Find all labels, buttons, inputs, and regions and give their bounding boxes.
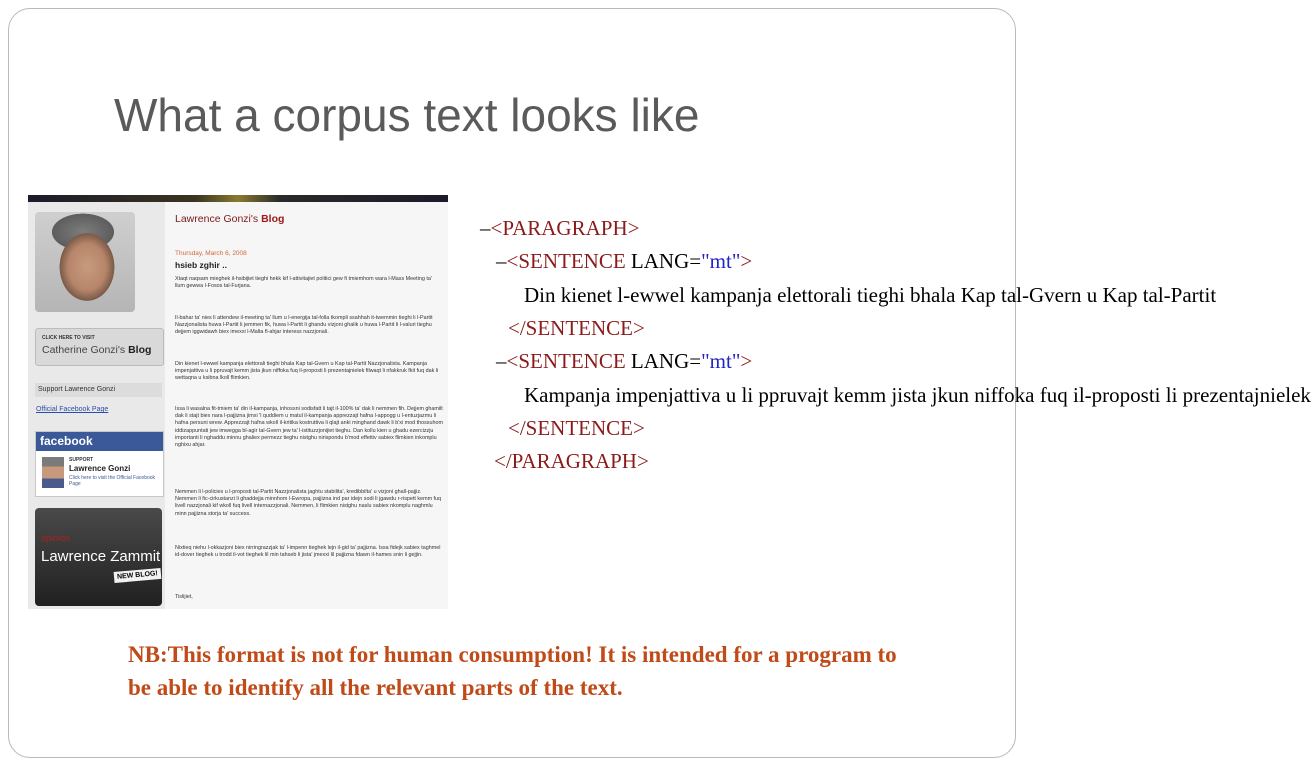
sentence-tag-end: > (740, 249, 753, 273)
fb-support-label: SUPPORT (69, 457, 94, 463)
sentence-close-tag: </SENTENCE> (508, 416, 645, 440)
post-paragraph-4: Issa li wasalna fit-tmiem ta' din il-kampanja, inhossni sodisfatt li tajt il-100% ta' dak li nemmen fih. Dejjem ghamilt dak li stajt biex nara l-pajjizna jimxi 'l quddiem u matul il-kampanja apprezzajt hafna l-appogg u l-entuzjazmu li hafna persuni wrew. Apprezzajt hafna wkoll il-kritika kostruttiva li qlajt anki minghand dawk li b'xi mod thossuhom iddizappuntati jew imwegga bl-agir tal-Gvern jew ta' l-istituzzjonijiet tieghu. Dan kollu kien u ghadu ezercizzju importanti li nghaddu minnu ghaliex permezz tieghu nistghu nirispondu b'mod effettiv sabiex flimkien inkomplu nghixu ahjar. (175, 406, 443, 449)
xml-line-paragraph-close (494, 449, 649, 474)
facebook-logo: facebook (36, 432, 163, 451)
blog-post (165, 202, 448, 609)
sentence-open-tag: <SENTENCE (506, 249, 626, 273)
blog-sidebar (28, 202, 165, 609)
slide-title: What a corpus text looks like (114, 89, 700, 141)
paragraph-open-tag: <PARAGRAPH> (490, 216, 640, 240)
fb-click-text: Click here to visit the Official Facebook Page (69, 475, 156, 487)
facebook-widget[interactable] (35, 431, 164, 497)
sentence-close-tag: </SENTENCE> (508, 316, 645, 340)
xml-line-sentence1-close (508, 316, 645, 341)
visit-catherine-blog-button[interactable] (35, 328, 164, 366)
opinion-name: Lawrence Zammit (41, 548, 161, 565)
fb-name: Lawrence Gonzi (69, 464, 131, 473)
post-paragraph-5: Nemmen li l-policies u l-proposti tal-Partit Nazzjonalista jaghtu stabilita', kredibbilta' u vizjoni ghall-pajjiz. Nemmen li fic-cirkustanzi li ghaddejja minnhom l-Ewropa, pajjizna ind par idejn sodi li jgawdu r-rispett kemm fuq livell nazzjonali kif wkoll fuq livell internazzjonali. Nemmen, li flimkien nistghu naslu sabiex nkomplu naghmlu minn pajjizna storja ta' success. (175, 489, 442, 517)
xml-line-sentence1-open (496, 249, 752, 274)
author-photo (35, 212, 135, 312)
support-heading: Support Lawrence Gonzi (35, 383, 162, 397)
opinion-label: opinion (41, 533, 71, 543)
sentence-attr: LANG= (630, 349, 702, 373)
facebook-avatar (42, 457, 64, 488)
visit-blog-name (42, 344, 151, 356)
post-paragraph-1: Xtaqt naqsam mieghek il-hsibijiet tieghi hekk kif l-attivitajiet politici gew fi tmiemhom wara l-Mass Meeting ta' llum gewwa l-Fosos tal-Furjana. (175, 276, 432, 290)
nb-note: NB:This format is not for human consumption! It is intended for a program to be able to identify all the relevant parts of the text. (128, 642, 897, 700)
sentence-attr: LANG= (630, 249, 702, 273)
xml-line-paragraph-open (480, 216, 639, 241)
post-paragraph-2: Il-bahar ta' nies li attendew il-meeting ta' llum u l-energija tal-folla tkompli ssahhah it-twemmin tieghi li l-Partit Nazzjonalista huwa l-Partit li jemmen fik, huwa l-Partit li ghandu vizjoni ghalik u huwa l-Partit li l-valuri tieghu dejjem iggwidawh biex imexxi l-Malta fl-ahjar interess nazzjonali. (175, 315, 433, 336)
new-blog-badge: NEW BLOG! (114, 568, 162, 583)
sentence-open-tag: <SENTENCE (506, 349, 626, 373)
xml-view (480, 212, 1311, 482)
blog-screenshot (28, 195, 448, 609)
post-paragraph-6: Nixtieq niehu l-okkazjoni biex nirringrazzjak ta' l-impenn tieghek lejn il-gid ta' pajjizna. Issa fidejk sabiex taghmel id-dover tieghek u trodd il-vot tieghek lil min tahseb li jista' jmexxi lil pajjizna fdawn il-hames snin li gejjin. (175, 545, 441, 559)
collapse-toggle[interactable]: – (480, 216, 491, 240)
sentence2-content: Kampanja impenjattiva u li ppruvajt kemm jista jkun niffoka fuq il-proposti li prezentajnielek (524, 383, 1311, 407)
post-subject: hsieb zghir .. (175, 260, 227, 270)
visit-small-label: CLICK HERE TO VISIT (42, 335, 95, 341)
blog-title-prefix: Lawrence Gonzi's (175, 213, 259, 225)
sentence-attr-value: "mt" (701, 249, 741, 273)
visit-name-prefix: Catherine Gonzi's (42, 344, 126, 356)
xml-line-sentence2-open (496, 349, 752, 374)
blog-title[interactable] (175, 213, 284, 225)
collapse-toggle[interactable]: – (496, 249, 507, 273)
post-paragraph-3: Din kienet l-ewwel kampanja elettorali tieghi bhala Kap tal-Gvern u Kap tal-Partit Nazzjonalista. Kampanja impenjattiva u li ppruvajt kemm jista jkun niffoka fuq il-proposti li prezentajnielek filwaqt li nfakkruk fkit fuq dak li wettaqna u ksibna lkoll flimkien. (175, 361, 439, 382)
blog-title-bold: Blog (261, 213, 285, 225)
post-paragraph-7: Tislijiet, (175, 594, 193, 600)
sentence1-content: Din kienet l-ewwel kampanja elettorali tieghi bhala Kap tal-Gvern u Kap tal-Partit (524, 283, 1217, 307)
sentence-attr-value: "mt" (701, 349, 741, 373)
sentence-tag-end: > (740, 349, 753, 373)
collapse-toggle[interactable]: – (496, 349, 507, 373)
visit-name-bold: Blog (128, 344, 152, 356)
blog-header-banner (28, 195, 448, 202)
sentence1-text (524, 283, 1216, 308)
facebook-page-link[interactable]: Official Facebook Page (36, 406, 109, 413)
post-date: Thursday, March 6, 2008 (175, 250, 247, 257)
sentence2-text (524, 383, 1311, 408)
xml-line-sentence2-close (508, 416, 645, 441)
paragraph-close-tag: </PARAGRAPH> (494, 449, 649, 473)
opinion-banner[interactable] (35, 508, 162, 606)
